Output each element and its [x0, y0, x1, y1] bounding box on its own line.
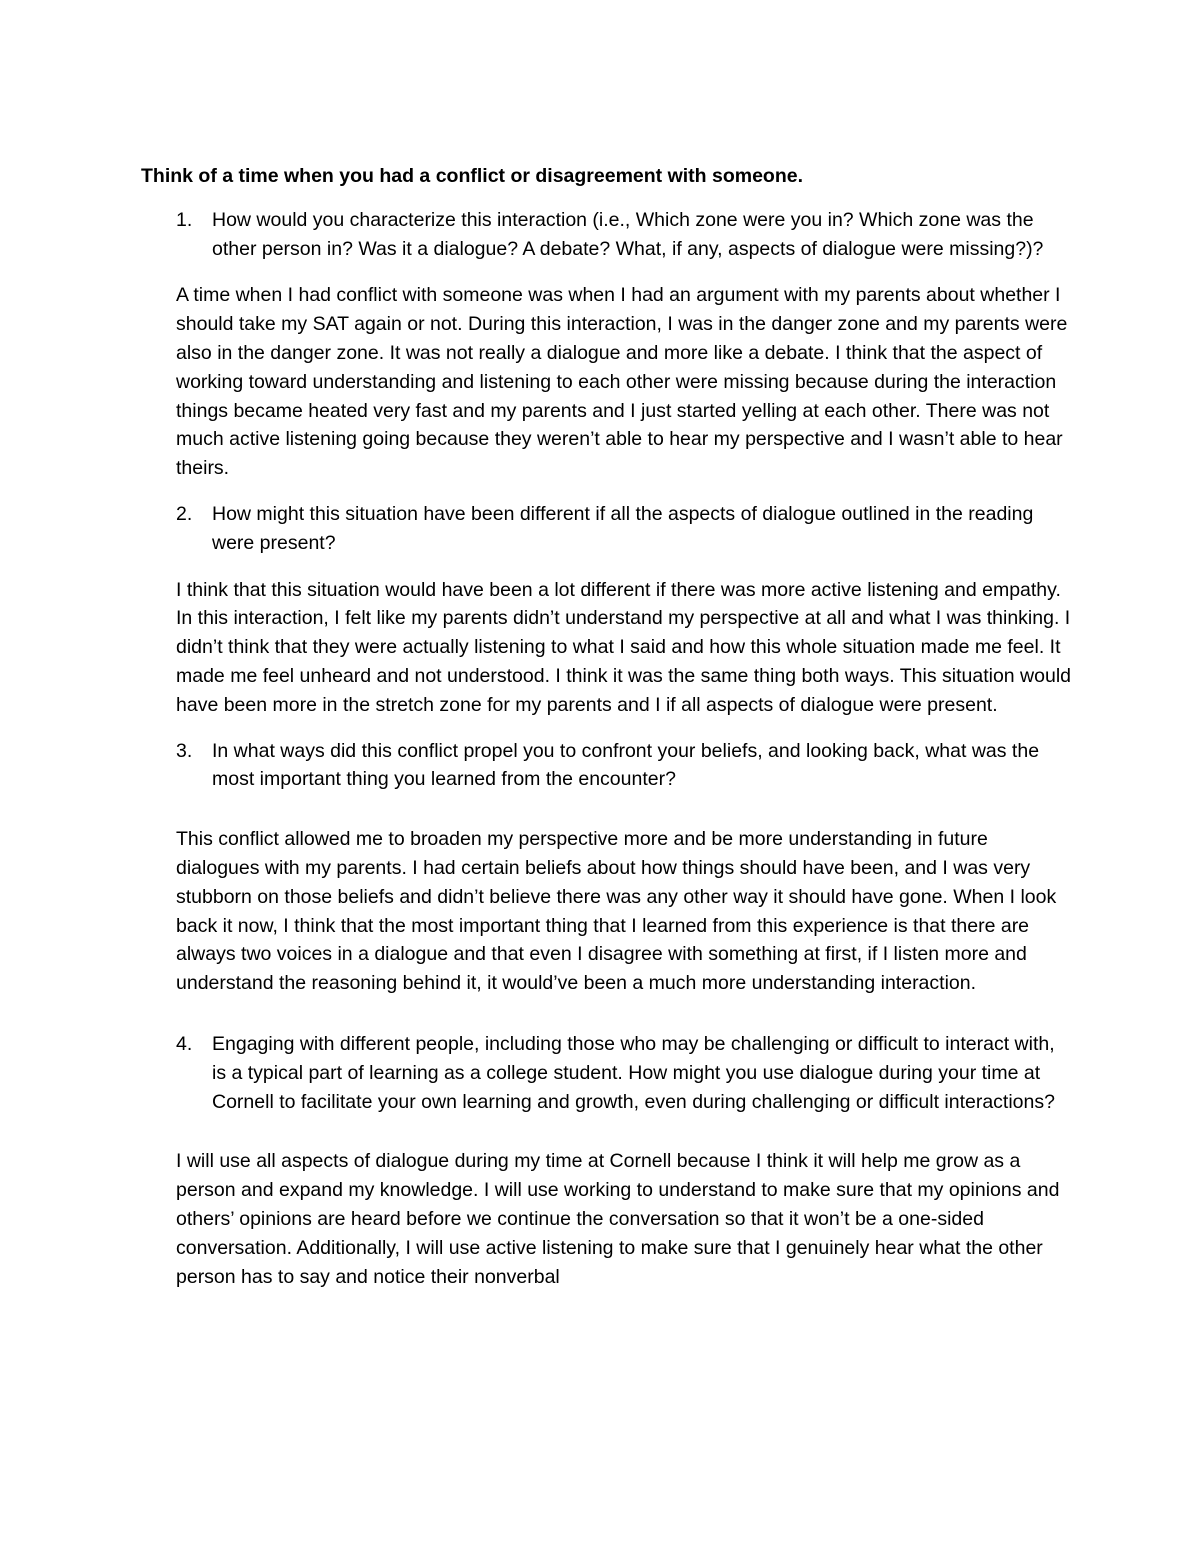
question-4: [141, 1030, 1071, 1116]
answer-3: This conflict allowed me to broaden my perspective more and be more understanding in future dialogues with my parents. I had certain beliefs about how things should have been, and I was very stubborn on those beliefs and didn’t believe there was any other way it should have gone. When I look back it now, I think that the most important thing that I learned from this experience is that there are always two voices in a dialogue and that even I disagree with something at first, if I listen more and understand the reasoning behind it, it would’ve been a much more understanding interaction.: [176, 828, 1057, 995]
document-body: [141, 162, 1071, 1291]
question-3: [141, 737, 1071, 795]
question-2-number: 2.: [176, 502, 193, 525]
question-3-number: 3.: [176, 739, 193, 762]
question-1-text: How would you characterize this interaction (i.e., Which zone were you in? Which zone was the other person in? Was it a dialogue? A debate? What, if any, aspects of dialogue were missing?)?: [212, 208, 1044, 260]
answer-2: I think that this situation would have been a lot different if there was more active listening and empathy. In this interaction, I felt like my parents didn’t understand my perspective at all and what I was thinking. I didn’t think that they were actually listening to what I said and how this whole situation made me feel. It made me feel unheard and not understood. I think it was the same thing both ways. This situation would have been more in the stretch zone for my parents and I if all aspects of dialogue were present.: [176, 578, 1072, 716]
document-title: Think of a time when you had a conflict or disagreement with someone.: [141, 165, 804, 187]
answer-4: I will use all aspects of dialogue during my time at Cornell because I think it will help me grow as a person and expand my knowledge. I will use working to understand to make sure that my opinions and others’ opinions are heard before we continue the conversation so that it won’t be a one-sided conversation. Additionally, I will use active listening to make sure that I genuinely hear what the other person has to say and notice their nonverbal: [176, 1150, 1060, 1288]
question-1-number: 1.: [176, 208, 193, 231]
question-4-text: Engaging with different people, including those who may be challenging or difficult to interact with, is a typical part of learning as a college student. How might you use dialogue during your time at Cornell to facilitate your own learning and growth, even during challenging or difficult interactions?: [212, 1032, 1055, 1113]
question-3-text: In what ways did this conflict propel you to confront your beliefs, and looking back, what was the most important thing you learned from the encounter?: [212, 739, 1040, 791]
question-1: [141, 206, 1071, 264]
question-2: [141, 500, 1071, 558]
question-4-number: 4.: [176, 1032, 193, 1055]
answer-1: A time when I had conflict with someone was when I had an argument with my parents about whether I should take my SAT again or not. During this interaction, I was in the danger zone and my parents were also in the danger zone. It was not really a dialogue and more like a debate. I think that the aspect of working toward understanding and listening to each other were missing because during the interaction things became heated very fast and my parents and I just started yelling at each other. There was not much active listening going because they weren’t able to hear my perspective and I wasn’t able to hear theirs.: [176, 284, 1068, 480]
question-2-text: How might this situation have been different if all the aspects of dialogue outlined in the reading were present?: [212, 502, 1034, 554]
